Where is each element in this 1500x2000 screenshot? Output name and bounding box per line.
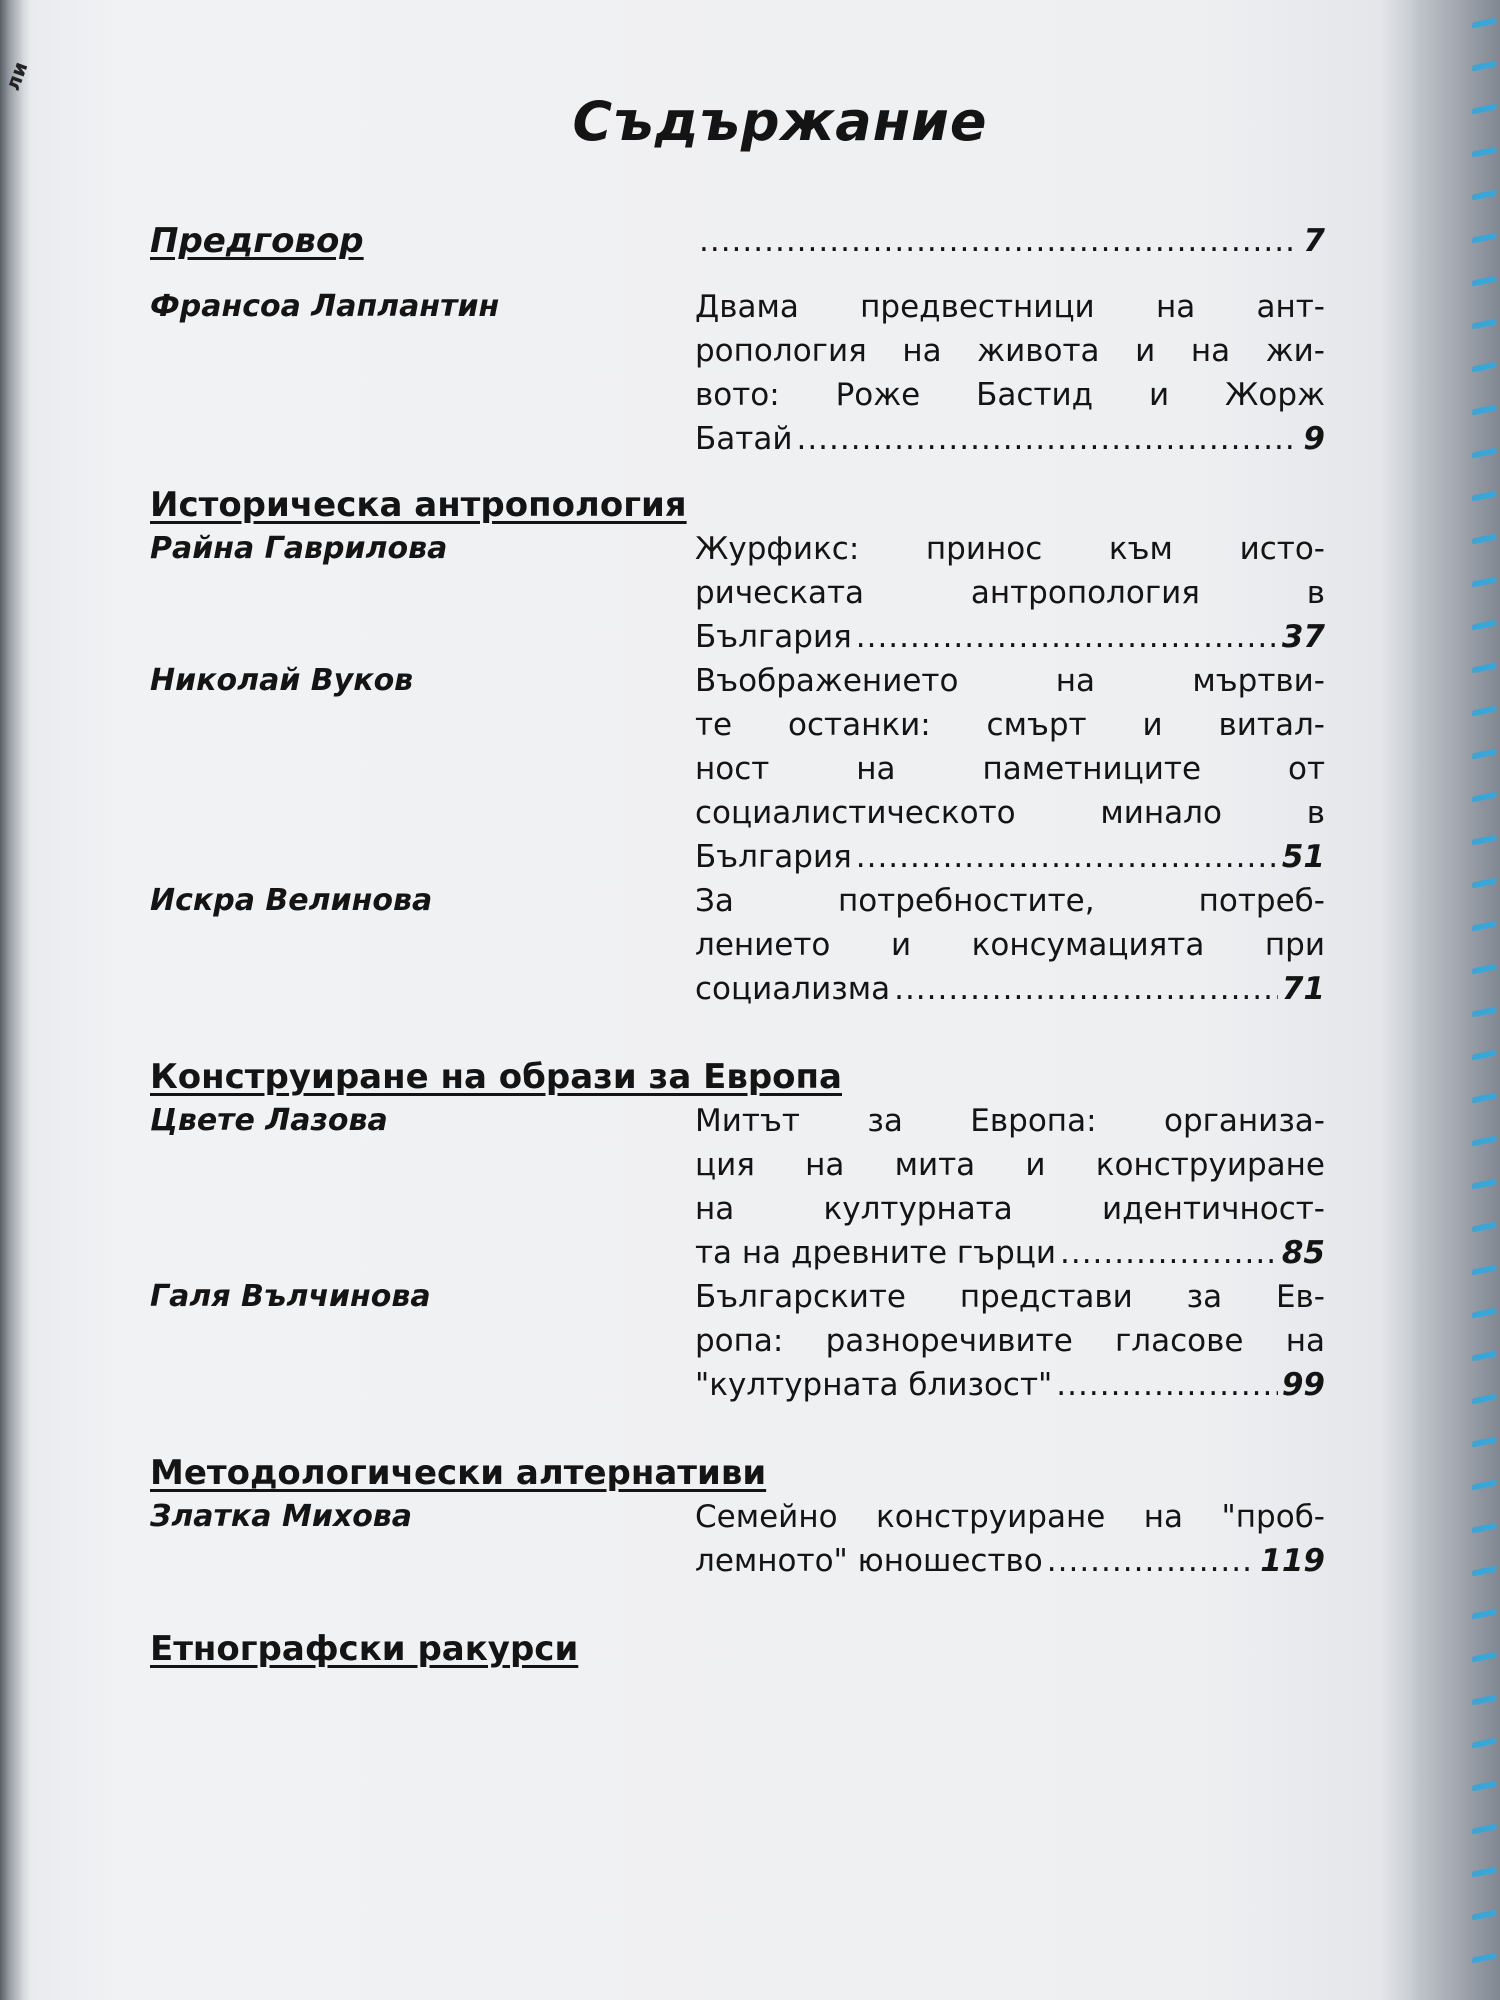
page-title: Съдържание [572, 90, 988, 153]
blue-line-mark [1472, 1135, 1496, 1146]
entry-title-line: вото: Роже Бастид и Жорж [695, 377, 1325, 413]
entry-author: Райна Гаврилова [150, 531, 448, 566]
leader-dots [699, 219, 1299, 263]
entry-last-line [695, 417, 1325, 461]
blue-line-mark [1472, 490, 1496, 501]
toc-section [150, 483, 1330, 1011]
toc-entry [150, 1099, 1330, 1275]
section-heading: Етнографски ракурси [150, 1629, 579, 1669]
blue-line-mark [1472, 1694, 1496, 1705]
blue-line-mark [1472, 533, 1496, 544]
blue-line-mark [1472, 1479, 1496, 1490]
entry-last-line [695, 1363, 1325, 1407]
entry-last-line [695, 1539, 1325, 1583]
entry-title-line: България [695, 839, 852, 875]
toc-entry [150, 879, 1330, 1011]
blue-line-mark [1472, 146, 1496, 157]
toc-section [150, 1055, 1330, 1407]
entry-title-line: те останки: смърт и витал- [695, 707, 1325, 743]
entry-last-line [695, 835, 1325, 879]
entry-title [695, 1275, 1325, 1407]
blue-line-mark [1472, 1307, 1496, 1318]
entry-title-line: ция на мита и конструиране [695, 1147, 1325, 1183]
entry-author: Цвете Лазова [150, 1103, 388, 1138]
page-number: 9 [1303, 421, 1325, 457]
toc-section [150, 1451, 1330, 1583]
toc-entry [150, 659, 1330, 879]
entry-title-line: на културната идентичност- [695, 1191, 1325, 1227]
blue-line-mark [1472, 103, 1496, 114]
toc-entry [150, 219, 1330, 263]
entry-title [695, 879, 1325, 1011]
toc-section [150, 1627, 1330, 1671]
entry-title-line: Българските представи за Ев- [695, 1279, 1325, 1315]
blue-line-mark [1472, 1952, 1496, 1963]
blue-line-mark [1472, 1780, 1496, 1791]
blue-line-mark [1472, 877, 1496, 888]
blue-line-mark [1472, 232, 1496, 243]
blue-line-mark [1472, 1049, 1496, 1060]
entry-title-line: България [695, 619, 852, 655]
entry-title-line: лемното" юношество [695, 1543, 1043, 1579]
entry-title-line: та на древните гърци [695, 1235, 1056, 1271]
blue-line-mark [1472, 1264, 1496, 1275]
entry-author: Франсоа Лаплантин [150, 289, 500, 324]
entry-title-line: лението и консумацията при [695, 927, 1325, 963]
table-of-contents [150, 90, 1330, 1715]
toc-entry [150, 285, 1330, 461]
blue-notebook-lines [1466, 20, 1496, 2000]
blue-line-mark [1472, 1522, 1496, 1533]
blue-line-mark [1472, 1092, 1496, 1103]
blue-line-mark [1472, 1436, 1496, 1447]
blue-line-mark [1472, 1651, 1496, 1662]
blue-line-mark [1472, 17, 1496, 28]
page-number: 85 [1281, 1235, 1325, 1271]
entry-title-line: социализма [695, 971, 891, 1007]
toc-section [150, 219, 1330, 461]
page-number: 37 [1281, 619, 1325, 655]
section-heading: Методологически алтернативи [150, 1453, 767, 1493]
entry-title [695, 659, 1325, 879]
blue-line-mark [1472, 1178, 1496, 1189]
blue-line-mark [1472, 619, 1496, 630]
blue-line-mark [1472, 404, 1496, 415]
entry-title-line: "културната близост" [695, 1367, 1053, 1403]
entry-title-line: Двама предвестници на ант- [695, 289, 1325, 325]
blue-line-mark [1472, 1608, 1496, 1619]
entry-title-line: ност на паметниците от [695, 751, 1325, 787]
spine-text: ли [0, 58, 33, 94]
entry-author: Искра Велинова [150, 883, 433, 918]
blue-line-mark [1472, 1221, 1496, 1232]
entry-title [695, 527, 1325, 659]
blue-line-mark [1472, 1866, 1496, 1877]
blue-line-mark [1472, 791, 1496, 802]
toc-list [150, 219, 1330, 1671]
blue-line-mark [1472, 1350, 1496, 1361]
page-number: 119 [1260, 1543, 1325, 1579]
entry-title-line: Митът за Европа: организа- [695, 1103, 1325, 1139]
page-number: 99 [1281, 1367, 1325, 1403]
blue-line-mark [1472, 318, 1496, 329]
entry-title-line: Семейно конструиране на "проб- [695, 1499, 1325, 1535]
toc-entry [150, 1495, 1330, 1583]
blue-line-mark [1472, 963, 1496, 974]
page-number: 71 [1281, 971, 1325, 1007]
blue-line-mark [1472, 361, 1496, 372]
toc-entry [150, 1275, 1330, 1407]
entry-last-line [695, 615, 1325, 659]
blue-line-mark [1472, 705, 1496, 716]
book-spine [0, 0, 33, 2000]
blue-line-mark [1472, 189, 1496, 200]
blue-line-mark [1472, 1823, 1496, 1834]
blue-line-mark [1472, 1737, 1496, 1748]
entry-title-line: социалистическото минало в [695, 795, 1325, 831]
entry-author: Галя Вълчинова [150, 1279, 431, 1314]
leader-dots [796, 417, 1299, 461]
entry-title [695, 1495, 1325, 1583]
blue-line-mark [1472, 1393, 1496, 1404]
entry-title-line: За потребностите, потреб- [695, 883, 1325, 919]
entry-last-line [695, 219, 1325, 263]
blue-line-mark [1472, 1909, 1496, 1920]
entry-title-line: рическата антропология в [695, 575, 1325, 611]
entry-last-line [695, 1231, 1325, 1275]
leader-dots [1056, 1363, 1278, 1407]
blue-line-mark [1472, 275, 1496, 286]
entry-title [695, 285, 1325, 461]
entry-title-line: ропология на живота и на жи- [695, 333, 1325, 369]
leader-dots [894, 967, 1278, 1011]
leader-dots [1060, 1231, 1278, 1275]
blue-line-mark [1472, 60, 1496, 71]
leader-dots [1047, 1539, 1257, 1583]
entry-last-line [695, 967, 1325, 1011]
entry-title-line: Въображението на мъртви- [695, 663, 1325, 699]
blue-line-mark [1472, 1006, 1496, 1017]
section-heading: Предговор [150, 221, 364, 261]
entry-author: Златка Михова [150, 1499, 413, 1534]
blue-line-mark [1472, 576, 1496, 587]
blue-line-mark [1472, 1565, 1496, 1576]
entry-title-line: Батай [695, 421, 793, 457]
blue-line-mark [1472, 920, 1496, 931]
entry-title-line: ропа: разноречивите гласове на [695, 1323, 1325, 1359]
blue-line-mark [1472, 748, 1496, 759]
blue-line-mark [1472, 834, 1496, 845]
section-heading: Историческа антропология [150, 485, 687, 525]
blue-line-mark [1472, 447, 1496, 458]
toc-entry [150, 527, 1330, 659]
page-number: 7 [1303, 223, 1325, 259]
leader-dots [856, 835, 1278, 879]
entry-title-line: Журфикс: принос към исто- [695, 531, 1325, 567]
blue-line-mark [1472, 662, 1496, 673]
page-number: 51 [1281, 839, 1325, 875]
leader-dots [856, 615, 1278, 659]
entry-author: Николай Вуков [150, 663, 414, 698]
entry-title [695, 1099, 1325, 1275]
section-heading: Конструиране на образи за Европа [150, 1057, 842, 1097]
